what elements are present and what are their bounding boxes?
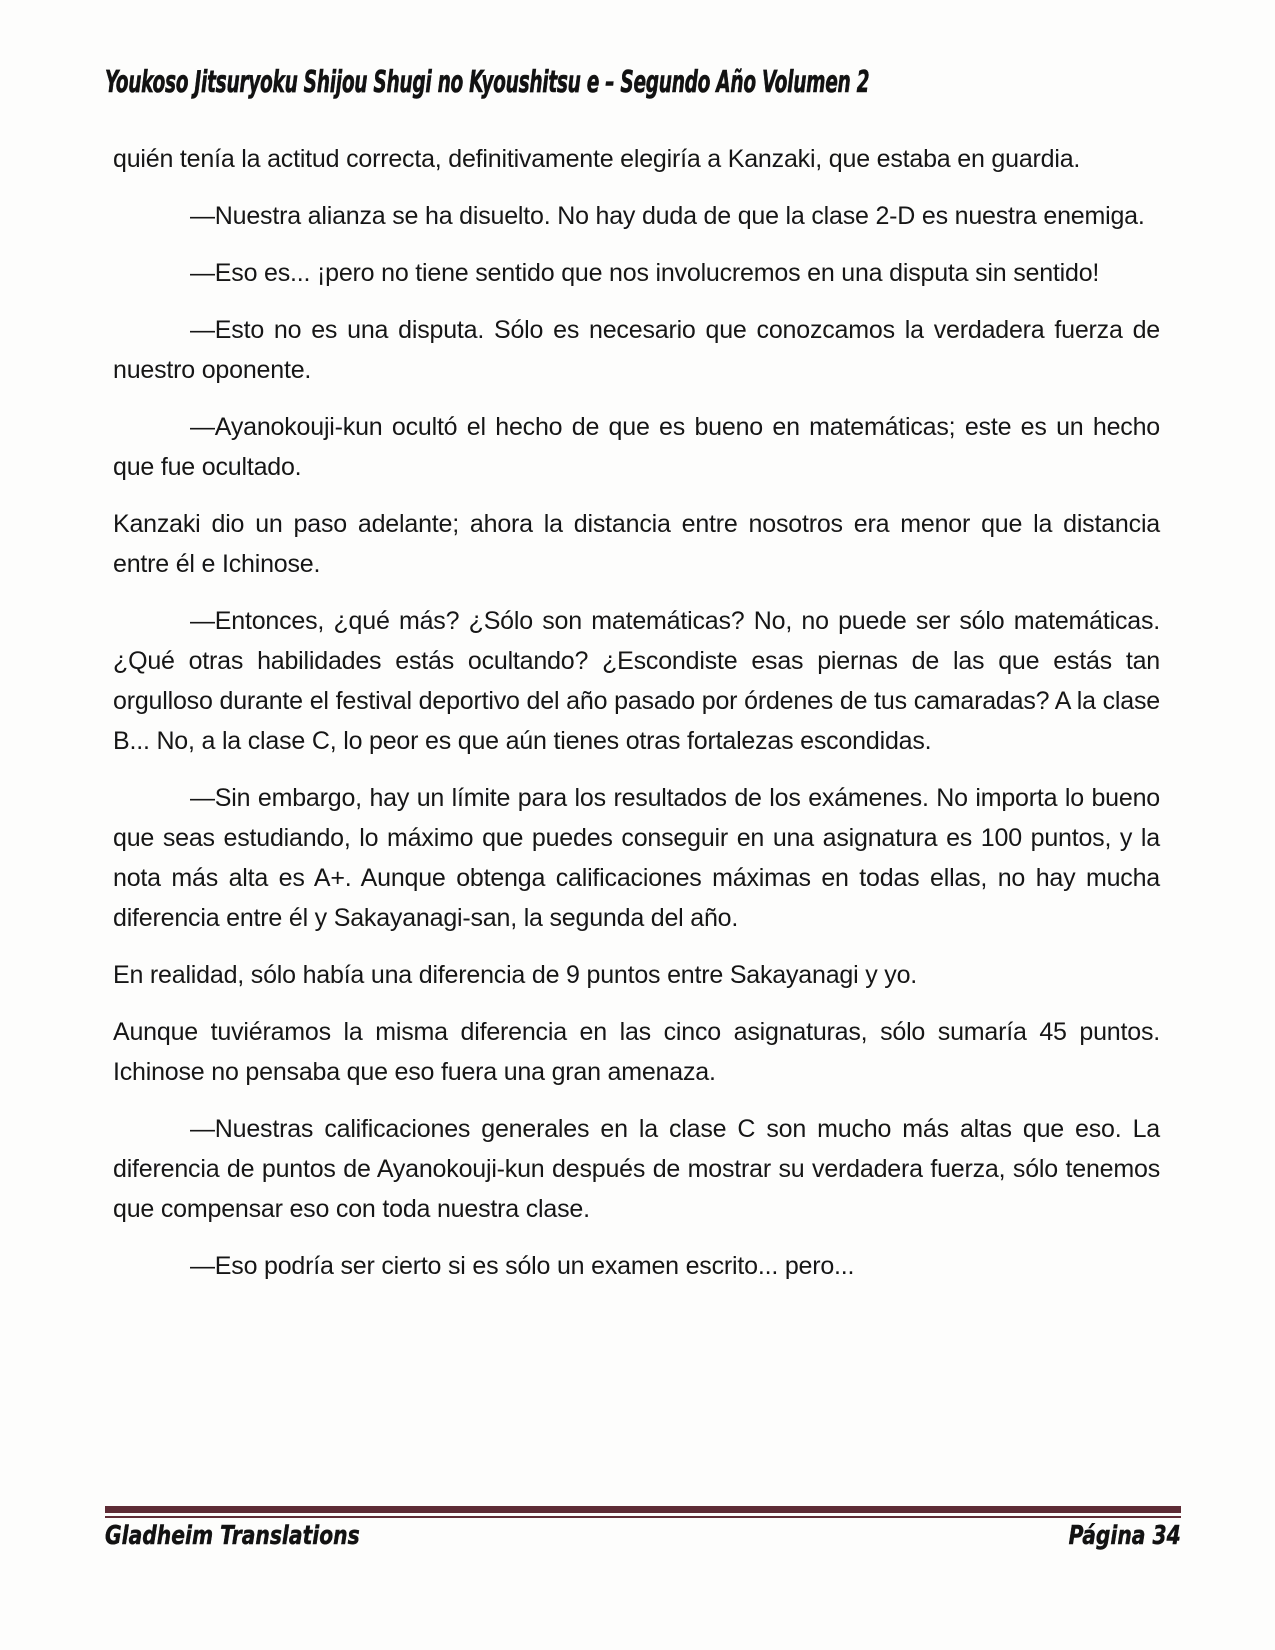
body-paragraph: —Entonces, ¿qué más? ¿Sólo son matemáticas? No, no puede ser sólo matemáticas. ¿Qué otras habilidades estás ocultando? ¿Escondiste esas piernas de las que estás tan orgulloso durante el festival deportivo del año pasado por órdenes de tus camaradas? A la clase B... No, a la clase C, lo peor es que aún tienes otras fortalezas escondidas. xyxy=(113,607,1160,755)
body-paragraph: —Eso es... ¡pero no tiene sentido que nos involucremos en una disputa sin sentido! xyxy=(190,259,1100,287)
body-paragraph: —Nuestras calificaciones generales en la clase C son mucho más altas que eso. La diferencia de puntos de Ayanokouji-kun después de mostrar su verdadera fuerza, sólo tenemos que compensar eso con toda nuestra clase. xyxy=(113,1115,1160,1223)
body-paragraph: —Ayanokouji-kun ocultó el hecho de que es bueno en matemáticas; este es un hecho que fue ocultado. xyxy=(113,413,1160,481)
body-paragraph: —Sin embargo, hay un límite para los resultados de los exámenes. No importa lo bueno que seas estudiando, lo máximo que puedes conseguir en una asignatura es 100 puntos, y la nota más alta es A+. Aunque obtenga calificaciones máximas en todas ellas, no hay mucha diferencia entre él y Sakayanagi-san, la segunda del año. xyxy=(113,784,1160,932)
body-paragraph: —Eso podría ser cierto si es sólo un examen escrito... pero... xyxy=(190,1252,855,1280)
page-footer xyxy=(105,1521,1181,1551)
body-text-block xyxy=(113,139,1160,1303)
body-paragraph: quién tenía la actitud correcta, definitivamente elegiría a Kanzaki, que estaba en guardia. xyxy=(113,145,1081,173)
footer-translator-credit: Gladheim Translations xyxy=(105,1521,360,1551)
body-paragraph: Aunque tuviéramos la misma diferencia en las cinco asignaturas, sólo sumaría 45 puntos. Ichinose no pensaba que eso fuera una gran amenaza. xyxy=(113,1018,1160,1086)
body-paragraph: —Nuestra alianza se ha disuelto. No hay duda de que la clase 2-D es nuestra enemiga. xyxy=(190,202,1145,230)
footer-page-number: Página 34 xyxy=(1068,1521,1181,1551)
footer-divider-rule xyxy=(105,1506,1181,1518)
body-paragraph: Kanzaki dio un paso adelante; ahora la distancia entre nosotros era menor que la distancia entre él e Ichinose. xyxy=(113,510,1160,578)
body-paragraph: En realidad, sólo había una diferencia de 9 puntos entre Sakayanagi y yo. xyxy=(113,961,918,989)
page-header-title: Youkoso Jitsuryoku Shijou Shugi no Kyoushitsu e – Segundo Año Volumen 2 xyxy=(105,65,870,100)
body-paragraph: —Esto no es una disputa. Sólo es necesario que conozcamos la verdadera fuerza de nuestro oponente. xyxy=(113,316,1160,384)
